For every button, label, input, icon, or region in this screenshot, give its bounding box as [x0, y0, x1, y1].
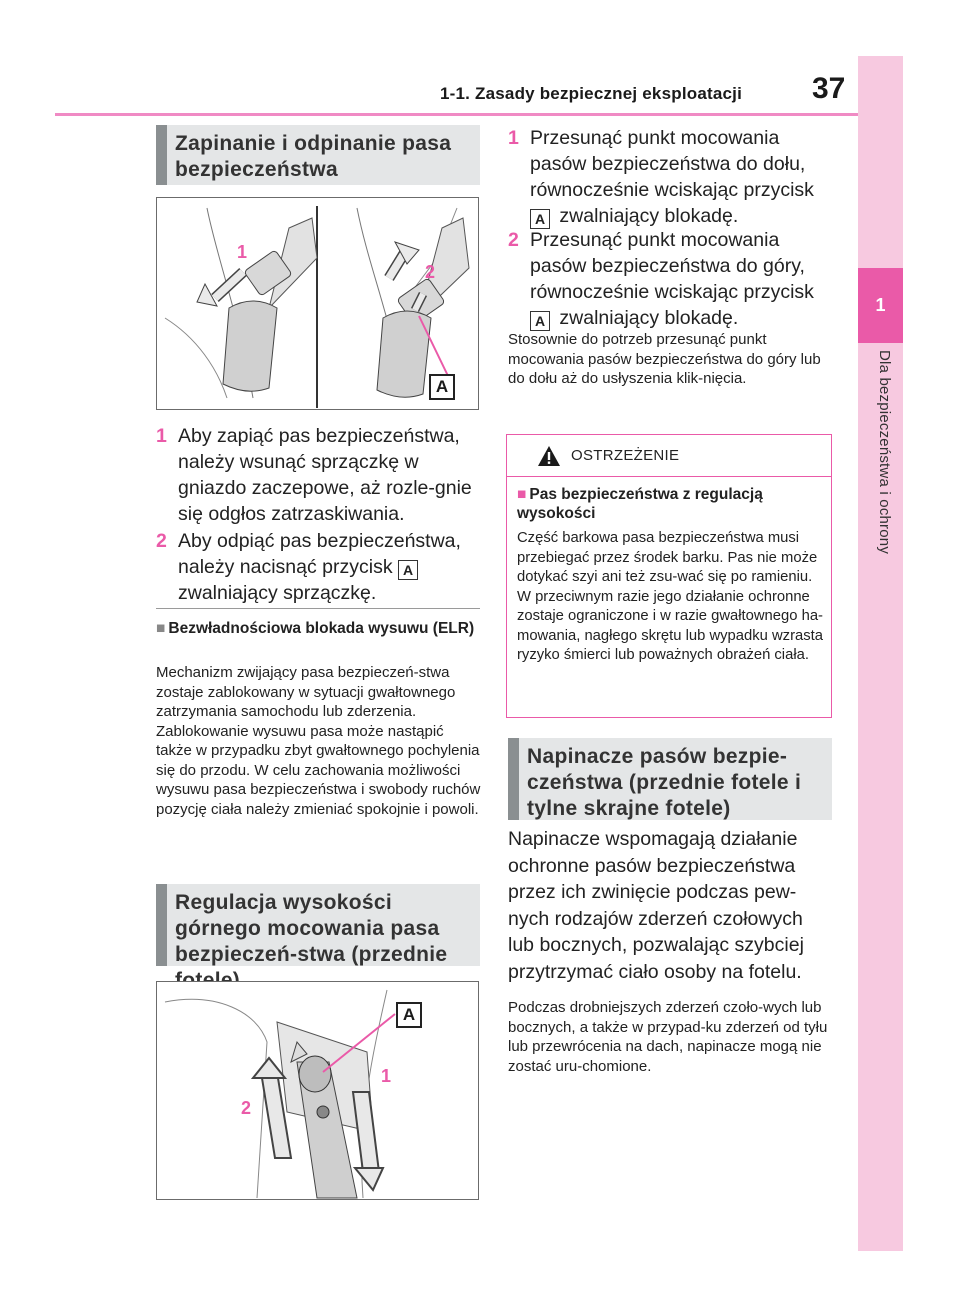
step-text-after: zwalniający blokadę. [559, 307, 739, 329]
warning-text: Część barkowa pasa bezpieczeństwa musi przebiegać przez środek barku. Pas nie może dotykać szyi ani też zsu-wać się po ramieniu. W przeciwnym razie jego działanie ochronne zostaje ograniczone i w razie gwałtownego ha-mowania, nagłego skrętu lub wypadku wzrasta ryzyko śmierci lub poważnych obrażeń ciała. [517, 530, 823, 663]
fig2-callout-1: 1 [381, 1066, 392, 1086]
step-number: 2 [156, 530, 167, 552]
button-a-icon: A [398, 560, 418, 580]
warning-header [507, 435, 831, 477]
divider [156, 608, 480, 609]
header-rule [55, 113, 858, 116]
figure-buckle [156, 197, 479, 410]
fig2-callout-a: A [396, 1002, 422, 1028]
anchor-illustration [157, 982, 478, 1199]
step-text-after: zwalniający blokadę. [559, 205, 739, 227]
step-number: 2 [508, 229, 519, 251]
elr-text: Mechanizm zwijający pasa bezpieczeń-stwa zostaje zablokowany w sytuacji gwałtownego zatrzymania samochodu lub zderzenia. Zablokowanie wysuwu pasa może nastąpić także w przypadku zbyt gwałtownego pochylenia się do przodu. W celu zachowania możliwości wysuwu pasa bezpieczeństwa i swobody ruchów pozycję ciała należy zmieniać spokojnie i powoli. [156, 664, 481, 818]
pretensioner-note: Podczas drobniejszych zderzeń czoło-wych lub bocznych, a także w przypad-ku zderzeń od tyłu lub przewrócenia na dach, napinacze mogą nie zostać uru-chomione. [508, 999, 828, 1075]
square-bullet-icon: ■ [156, 620, 166, 637]
chapter-number: 1 [858, 268, 903, 343]
step-text: Aby zapiąć pas bezpieczeństwa, należy wsunąć sprzączkę w gniazdo zaczepowe, aż rozle-gnie się odgłos zatrzaskiwania. [178, 425, 472, 525]
fig1-callout-2: 2 [425, 262, 436, 282]
button-a-icon: A [530, 311, 550, 331]
fig2-callout-2: 2 [241, 1098, 252, 1118]
section-heading-pretensioners: Napinacze pasów bezpie-czeństwa (przednie fotele i tylne skrajne fotele) [508, 738, 832, 820]
step-number: 1 [508, 127, 519, 149]
adjust-note: Stosownie do potrzeb przesunąć punkt mocowania pasów bezpieczeństwa do góry lub do dołu aż do usłyszenia klik-nięcia. [508, 331, 821, 387]
step-buckle-1 [156, 423, 481, 527]
warning-box [506, 434, 832, 718]
fig1-callout-1: 1 [237, 242, 248, 262]
pretensioner-body: Napinacze wspomagają działanie ochronne pasów bezpieczeństwa przez ich zwinięcie podczas pew-nych rodzajów zderzeń czołowych lub bocznych, pozwalając szybciej przytrzymać ciało osoby na fotelu. [508, 828, 804, 983]
square-bullet-icon: ■ [517, 486, 527, 503]
step-adjust-2 [508, 227, 838, 331]
elr-heading: ■ Bezwładnościowa blokada wysuwu (ELR) [156, 620, 475, 637]
warning-subtitle: ■ Pas bezpieczeństwa z regulacją wysokości [517, 486, 763, 522]
section-heading-height-adjust: Regulacja wysokości górnego mocowania pasa bezpieczeń-stwa (przednie [156, 884, 480, 966]
section-heading-buckle: Zapinanie i odpinanie pasa bezpieczeństwa [156, 125, 480, 185]
warning-title: OSTRZEŻENIE [571, 447, 680, 464]
button-a-icon: A [530, 209, 550, 229]
step-text: Przesunąć punkt mocowania pasów bezpieczeństwa do góry, równocześnie wciskając przycisk [530, 229, 814, 303]
page-number: 37 [812, 72, 846, 105]
figure-height-adjuster [156, 981, 479, 1200]
chapter-title: Dla bezpieczeństwa i ochrony [876, 350, 893, 555]
fig1-callout-a: A [429, 374, 455, 400]
step-number: 1 [156, 425, 167, 447]
running-header: 1-1. Zasady bezpiecznej eksploatacji [440, 84, 742, 103]
step-text-after: zwalniający sprzączkę. [178, 582, 377, 604]
step-buckle-2 [156, 528, 481, 606]
step-text: Przesunąć punkt mocowania pasów bezpieczeństwa do dołu, równocześnie wciskając przycisk [530, 127, 814, 201]
step-adjust-1 [508, 125, 838, 229]
chapter-tab [858, 56, 903, 1251]
warning-triangle-icon [537, 445, 561, 467]
step-text: Aby odpiąć pas bezpieczeństwa, należy nacisnąć przycisk [178, 530, 461, 578]
